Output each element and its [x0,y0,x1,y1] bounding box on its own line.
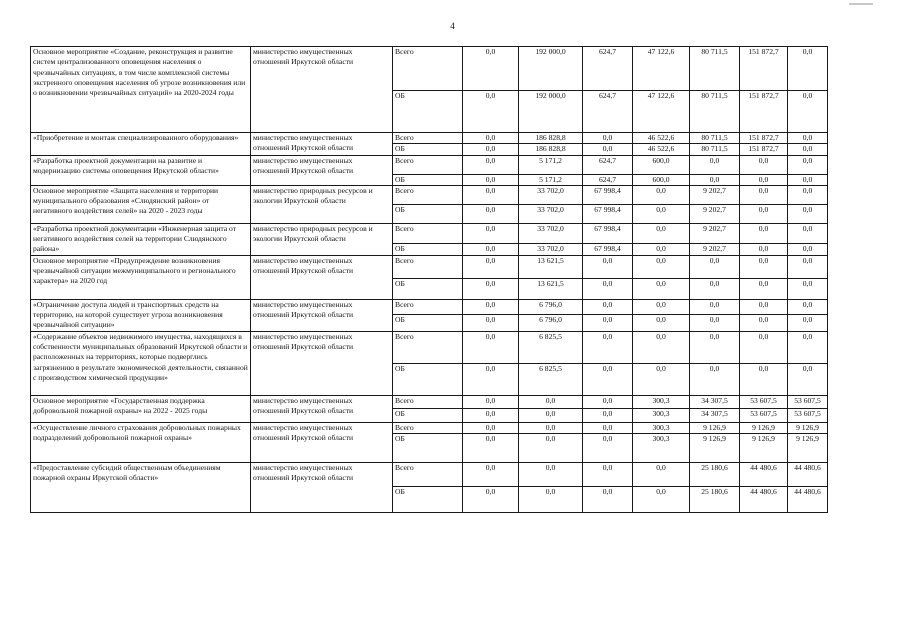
amount-cell: 0,0 [519,462,583,486]
table-body [31,47,828,513]
funding-source: ОБ [393,486,463,512]
amount-cell: 0,0 [519,433,583,462]
amount-cell: 9 202,7 [690,223,740,243]
amount-cell: 47 122,6 [633,47,690,91]
amount-cell: 67 998,4 [583,204,633,223]
amount-cell: 0,0 [583,278,633,299]
amount-cell: 0,0 [463,433,519,462]
amount-cell: 0,0 [633,331,690,363]
table-row [31,299,828,314]
amount-cell: 44 480,6 [788,462,828,486]
responsible-executor: министерство имущественных отношений Иркутской области [251,422,393,462]
amount-cell: 9 202,7 [690,185,740,204]
amount-cell: 0,0 [633,243,690,255]
amount-cell: 0,0 [633,486,690,512]
amount-cell: 9 126,9 [740,422,788,433]
amount-cell: 33 702,0 [519,204,583,223]
funding-source: ОБ [393,204,463,223]
amount-cell: 33 702,0 [519,223,583,243]
amount-cell: 0,0 [463,462,519,486]
amount-cell: 0,0 [788,144,828,155]
amount-cell: 0,0 [463,223,519,243]
amount-cell: 0,0 [463,486,519,512]
amount-cell: 0,0 [788,331,828,363]
amount-cell: 0,0 [463,278,519,299]
amount-cell: 151 872,7 [740,144,788,155]
responsible-executor: министерство имущественных отношений Иркутской области [251,331,393,395]
responsible-executor: министерство имущественных отношений Иркутской области [251,395,393,422]
table-row [31,255,828,278]
amount-cell: 0,0 [463,243,519,255]
amount-cell: 0,0 [583,486,633,512]
amount-cell: 0,0 [463,395,519,408]
responsible-executor: министерство имущественных отношений Иркутской области [251,255,393,299]
amount-cell: 80 711,5 [690,144,740,155]
amount-cell: 0,0 [788,185,828,204]
funding-source: Всего [393,185,463,204]
amount-cell: 0,0 [740,278,788,299]
amount-cell: 34 307,5 [690,408,740,422]
amount-cell: 300,3 [633,395,690,408]
amount-cell: 0,0 [788,204,828,223]
amount-cell: 0,0 [633,185,690,204]
amount-cell: 0,0 [788,223,828,243]
funding-source: Всего [393,223,463,243]
amount-cell: 0,0 [788,47,828,91]
amount-cell: 0,0 [583,255,633,278]
amount-cell: 6 796,0 [519,299,583,314]
amount-cell: 53 607,5 [788,408,828,422]
amount-cell: 0,0 [690,299,740,314]
amount-cell: 0,0 [463,155,519,174]
amount-cell: 0,0 [633,462,690,486]
table-row [31,185,828,204]
amount-cell: 0,0 [583,144,633,155]
amount-cell: 624,7 [583,155,633,174]
amount-cell: 0,0 [463,299,519,314]
amount-cell: 0,0 [583,331,633,363]
amount-cell: 600,0 [633,174,690,185]
amount-cell: 9 202,7 [690,204,740,223]
funding-source: ОБ [393,363,463,395]
amount-cell: 0,0 [788,278,828,299]
responsible-executor: министерство имущественных отношений Иркутской области [251,299,393,331]
amount-cell: 0,0 [463,91,519,133]
amount-cell: 0,0 [463,331,519,363]
activity-description: Основное мероприятие «Государственная поддержка добровольной пожарной охраны» на 2022 - 2025 годы [31,395,251,422]
amount-cell: 0,0 [633,255,690,278]
amount-cell: 67 998,4 [583,243,633,255]
amount-cell: 13 621,5 [519,255,583,278]
amount-cell: 186 828,8 [519,144,583,155]
amount-cell: 192 000,0 [519,47,583,91]
activity-description: «Содержание объектов недвижимого имущества, находящихся в собственности муниципальных образований Иркутской области и расположенных на территориях, которые подверглись загрязнению в результате экономической деятельности, связанной с производством химической продукции» [31,331,251,395]
amount-cell: 46 522,6 [633,133,690,144]
amount-cell: 0,0 [583,408,633,422]
amount-cell: 0,0 [519,422,583,433]
amount-cell: 624,7 [583,174,633,185]
amount-cell: 0,0 [690,331,740,363]
amount-cell: 25 180,6 [690,486,740,512]
amount-cell: 0,0 [633,278,690,299]
amount-cell: 6 796,0 [519,315,583,332]
amount-cell: 0,0 [463,422,519,433]
amount-cell: 0,0 [463,363,519,395]
amount-cell: 33 702,0 [519,243,583,255]
activity-description: «Предоставление субсидий общественным объединениям пожарной охраны Иркутской области» [31,462,251,512]
amount-cell: 151 872,7 [740,91,788,133]
amount-cell: 0,0 [788,243,828,255]
amount-cell: 0,0 [583,395,633,408]
amount-cell: 44 480,6 [788,486,828,512]
amount-cell: 0,0 [583,462,633,486]
amount-cell: 300,3 [633,408,690,422]
amount-cell: 186 828,8 [519,133,583,144]
funding-source: Всего [393,47,463,91]
amount-cell: 80 711,5 [690,91,740,133]
amount-cell: 9 126,9 [690,422,740,433]
funding-source: Всего [393,422,463,433]
amount-cell: 0,0 [690,278,740,299]
amount-cell: 53 607,5 [740,408,788,422]
amount-cell: 0,0 [519,486,583,512]
amount-cell: 151 872,7 [740,133,788,144]
activity-description: Основное мероприятие «Защита населения и территории муниципального образования «Слюдянский район» от негативного воздействия селей» на 2020 - 2023 годы [31,185,251,223]
amount-cell: 0,0 [633,315,690,332]
amount-cell: 0,0 [519,408,583,422]
amount-cell: 5 171,2 [519,174,583,185]
amount-cell: 0,0 [463,204,519,223]
funding-source: Всего [393,331,463,363]
amount-cell: 0,0 [463,185,519,204]
budget-table [30,46,828,513]
amount-cell: 0,0 [463,144,519,155]
amount-cell: 0,0 [690,155,740,174]
amount-cell: 44 480,6 [740,462,788,486]
amount-cell: 0,0 [740,204,788,223]
table-row [31,47,828,91]
amount-cell: 0,0 [740,363,788,395]
amount-cell: 0,0 [519,395,583,408]
activity-description: Основное мероприятие «Предупреждение возникновения чрезвычайной ситуации межмуниципального и регионального характера» на 2020 год [31,255,251,299]
activity-description: «Разработка проектной документации на развитие и модернизацию системы оповещения Иркутской области» [31,155,251,185]
amount-cell: 0,0 [740,223,788,243]
amount-cell: 0,0 [788,255,828,278]
table-row [31,462,828,486]
funding-source: ОБ [393,243,463,255]
scan-artifact [849,3,873,5]
amount-cell: 0,0 [740,243,788,255]
amount-cell: 0,0 [583,133,633,144]
funding-source: ОБ [393,144,463,155]
amount-cell: 0,0 [633,223,690,243]
responsible-executor: министерство природных ресурсов и экологии Иркутской области [251,185,393,223]
amount-cell: 67 998,4 [583,223,633,243]
amount-cell: 0,0 [740,331,788,363]
amount-cell: 44 480,6 [740,486,788,512]
responsible-executor: министерство имущественных отношений Иркутской области [251,155,393,185]
amount-cell: 47 122,6 [633,91,690,133]
amount-cell: 0,0 [690,255,740,278]
amount-cell: 9 126,9 [740,433,788,462]
amount-cell: 0,0 [583,299,633,314]
amount-cell: 0,0 [583,422,633,433]
table-row [31,223,828,243]
table-row [31,133,828,144]
amount-cell: 0,0 [740,174,788,185]
activity-description: Основное мероприятие «Создание, реконструкция и развитие систем централизованного оповещения населения о чрезвычайных ситуациях, в том числе комплексной системы экстренного оповещения населения об угрозе возникновения или о возникновении чрезвычайных ситуаций» на 2020-2024 годы [31,47,251,133]
funding-source: ОБ [393,408,463,422]
responsible-executor: министерство имущественных отношений Иркутской области [251,133,393,156]
amount-cell: 9 126,9 [788,433,828,462]
amount-cell: 624,7 [583,91,633,133]
amount-cell: 600,0 [633,155,690,174]
funding-source: Всего [393,133,463,144]
funding-source: ОБ [393,278,463,299]
amount-cell: 0,0 [463,255,519,278]
amount-cell: 0,0 [740,155,788,174]
funding-source: Всего [393,462,463,486]
activity-description: «Разработка проектной документации «Инженерная защита от негативного воздействия селей на территории Слюдянского района» [31,223,251,255]
amount-cell: 0,0 [583,433,633,462]
amount-cell: 0,0 [690,315,740,332]
amount-cell: 624,7 [583,47,633,91]
table-row [31,422,828,433]
funding-source: ОБ [393,91,463,133]
amount-cell: 5 171,2 [519,155,583,174]
amount-cell: 9 126,9 [690,433,740,462]
amount-cell: 300,3 [633,433,690,462]
page-number: 4 [450,21,455,31]
responsible-executor: министерство имущественных отношений Иркутской области [251,462,393,512]
funding-source: Всего [393,395,463,408]
amount-cell: 151 872,7 [740,47,788,91]
funding-source: Всего [393,255,463,278]
amount-cell: 0,0 [633,299,690,314]
amount-cell: 0,0 [463,315,519,332]
amount-cell: 0,0 [463,47,519,91]
amount-cell: 0,0 [740,185,788,204]
amount-cell: 0,0 [463,408,519,422]
amount-cell: 9 202,7 [690,243,740,255]
responsible-executor: министерство имущественных отношений Иркутской области [251,47,393,133]
amount-cell: 300,3 [633,422,690,433]
amount-cell: 0,0 [583,363,633,395]
amount-cell: 33 702,0 [519,185,583,204]
amount-cell: 0,0 [463,133,519,144]
amount-cell: 25 180,6 [690,462,740,486]
amount-cell: 9 126,9 [788,422,828,433]
amount-cell: 34 307,5 [690,395,740,408]
amount-cell: 6 825,5 [519,331,583,363]
amount-cell: 80 711,5 [690,47,740,91]
amount-cell: 0,0 [788,315,828,332]
table-row [31,331,828,363]
amount-cell: 0,0 [788,363,828,395]
amount-cell: 46 522,6 [633,144,690,155]
amount-cell: 0,0 [583,315,633,332]
amount-cell: 0,0 [788,91,828,133]
amount-cell: 0,0 [690,174,740,185]
amount-cell: 0,0 [463,174,519,185]
activity-description: «Осуществление личного страхования добровольных пожарных подразделений добровольной пожарной охраны» [31,422,251,462]
activity-description: «Ограничение доступа людей и транспортных средств на территорию, на которой существует угроза возникновения чрезвычайной ситуации» [31,299,251,331]
amount-cell: 67 998,4 [583,185,633,204]
activity-description: «Приобретение и монтаж специализированного оборудования» [31,133,251,156]
amount-cell: 0,0 [740,299,788,314]
funding-source: Всего [393,299,463,314]
amount-cell: 0,0 [633,363,690,395]
amount-cell: 0,0 [740,255,788,278]
table-row [31,395,828,408]
amount-cell: 13 621,5 [519,278,583,299]
amount-cell: 53 607,5 [788,395,828,408]
responsible-executor: министерство природных ресурсов и экологии Иркутской области [251,223,393,255]
table-row [31,155,828,174]
amount-cell: 53 607,5 [740,395,788,408]
amount-cell: 6 825,5 [519,363,583,395]
amount-cell: 0,0 [788,299,828,314]
amount-cell: 0,0 [740,315,788,332]
amount-cell: 0,0 [788,174,828,185]
amount-cell: 0,0 [633,204,690,223]
amount-cell: 0,0 [788,155,828,174]
amount-cell: 0,0 [788,133,828,144]
funding-source: ОБ [393,433,463,462]
amount-cell: 0,0 [690,363,740,395]
funding-source: ОБ [393,174,463,185]
funding-source: Всего [393,155,463,174]
amount-cell: 192 000,0 [519,91,583,133]
amount-cell: 80 711,5 [690,133,740,144]
funding-source: ОБ [393,315,463,332]
